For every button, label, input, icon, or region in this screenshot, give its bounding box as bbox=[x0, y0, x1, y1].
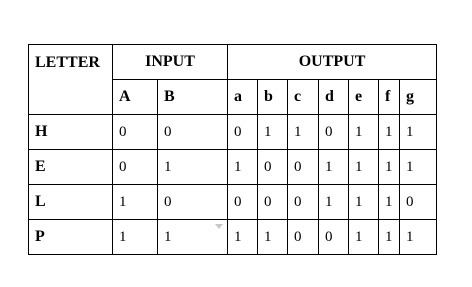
row-letter-cell: L bbox=[29, 185, 113, 220]
table-row bbox=[29, 185, 437, 220]
table-cell[interactable]: 0 bbox=[228, 115, 258, 150]
table-cell[interactable]: 1 bbox=[349, 185, 379, 220]
row-letter-cell: E bbox=[29, 150, 113, 185]
table-cell[interactable]: 0 bbox=[288, 185, 319, 220]
header-row-top bbox=[29, 45, 437, 80]
table-cell[interactable]: 1 bbox=[288, 115, 319, 150]
chevron-down-icon[interactable] bbox=[215, 224, 223, 229]
table-cell[interactable]: 1 bbox=[379, 150, 400, 185]
table-cell[interactable]: 1 bbox=[258, 220, 288, 255]
column-header-a: a bbox=[228, 80, 258, 115]
table-cell[interactable]: 1 bbox=[228, 150, 258, 185]
table-cell[interactable]: 0 bbox=[158, 115, 228, 150]
table-cell[interactable]: 1 bbox=[349, 220, 379, 255]
cell-value: 1 bbox=[164, 229, 172, 245]
column-header-f: f bbox=[379, 80, 400, 115]
row-letter-cell: P bbox=[29, 220, 113, 255]
table-cell[interactable]: 1 bbox=[113, 185, 158, 220]
table-cell[interactable]: 1 bbox=[379, 220, 400, 255]
table-cell[interactable]: 0 bbox=[288, 220, 319, 255]
table-row bbox=[29, 115, 437, 150]
table-cell[interactable]: 1 bbox=[319, 150, 349, 185]
table-cell[interactable]: 0 bbox=[113, 115, 158, 150]
column-header-g: g bbox=[400, 80, 437, 115]
table-cell[interactable]: 0 bbox=[288, 150, 319, 185]
column-header-d: d bbox=[319, 80, 349, 115]
table-cell[interactable]: 1 bbox=[258, 115, 288, 150]
output-group-header: OUTPUT bbox=[228, 45, 437, 80]
column-header-B: B bbox=[158, 80, 228, 115]
table-cell[interactable]: 1 bbox=[158, 150, 228, 185]
table-cell[interactable]: 1 bbox=[349, 150, 379, 185]
table-cell[interactable]: 1 bbox=[400, 115, 437, 150]
table-cell[interactable]: 0 bbox=[258, 150, 288, 185]
column-header-e: e bbox=[349, 80, 379, 115]
table-cell[interactable]: 0 bbox=[319, 220, 349, 255]
table-cell[interactable]: 0 bbox=[158, 185, 228, 220]
column-header-b: b bbox=[258, 80, 288, 115]
table-cell[interactable]: 0 bbox=[228, 185, 258, 220]
table-cell[interactable]: 1 bbox=[379, 115, 400, 150]
table-cell[interactable]: 0 bbox=[258, 185, 288, 220]
table-cell[interactable]: 1 bbox=[400, 220, 437, 255]
table-cell-selected[interactable] bbox=[158, 220, 228, 255]
table-row bbox=[29, 150, 437, 185]
table-cell[interactable]: 0 bbox=[113, 150, 158, 185]
table-cell[interactable]: 1 bbox=[349, 115, 379, 150]
truth-table bbox=[28, 44, 437, 255]
input-group-header: INPUT bbox=[113, 45, 228, 80]
table-cell[interactable]: 0 bbox=[319, 115, 349, 150]
table-cell[interactable]: 0 bbox=[400, 185, 437, 220]
table-cell[interactable]: 1 bbox=[400, 150, 437, 185]
row-letter-cell: H bbox=[29, 115, 113, 150]
table-cell[interactable]: 1 bbox=[228, 220, 258, 255]
column-header-c: c bbox=[288, 80, 319, 115]
column-header-A: A bbox=[113, 80, 158, 115]
table-row bbox=[29, 220, 437, 255]
table-cell[interactable]: 1 bbox=[113, 220, 158, 255]
table-cell[interactable]: 1 bbox=[379, 185, 400, 220]
letter-column-header: LETTER bbox=[29, 45, 113, 115]
table-cell[interactable]: 1 bbox=[319, 185, 349, 220]
